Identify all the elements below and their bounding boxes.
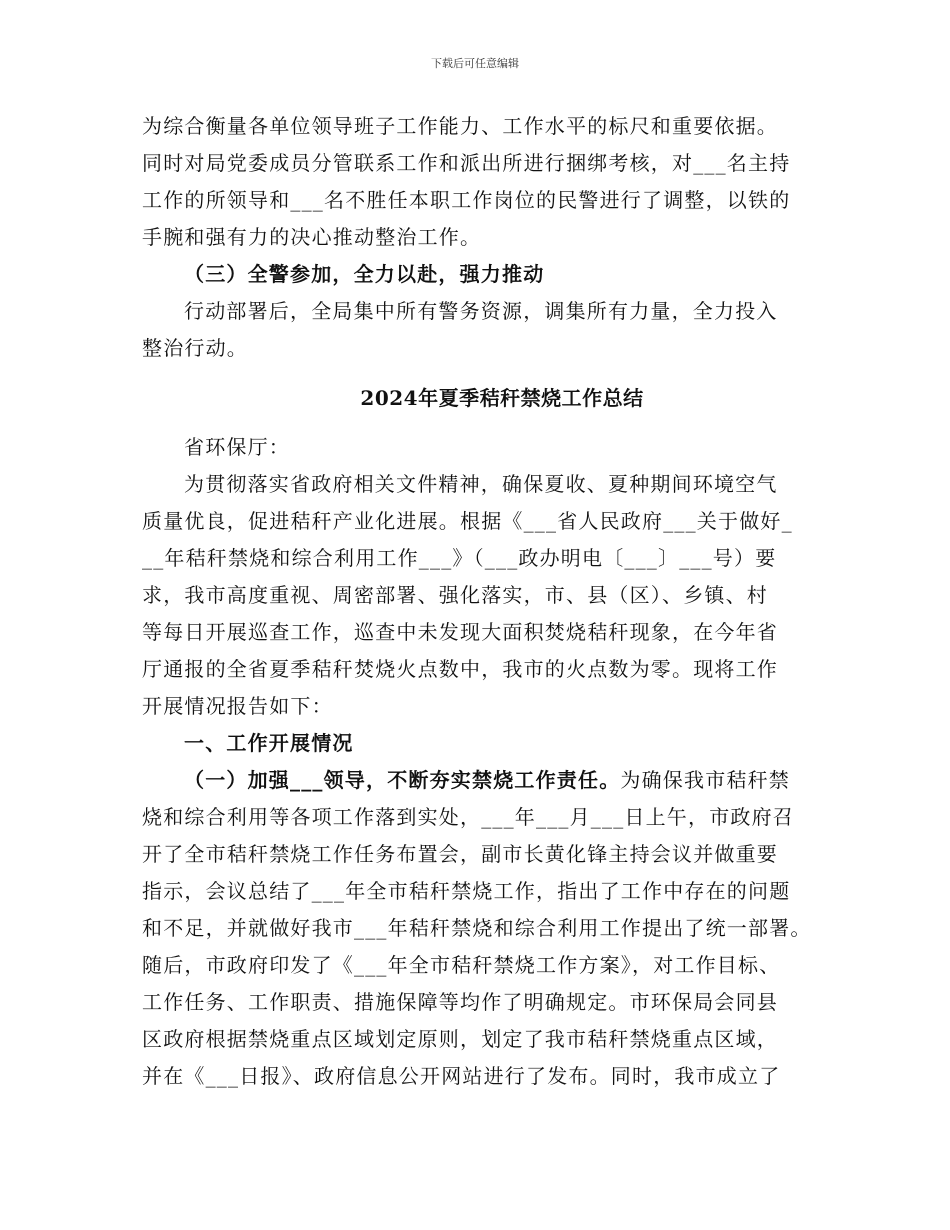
paragraph-line: 求，我市高度重视、周密部署、强化落实，市、县（区）、乡镇、村 (142, 583, 768, 607)
header-note: 下载后可任意编辑 (431, 57, 519, 70)
paragraph-line: 行动部署后，全局集中所有警务资源，调集所有力量，全力投入 (184, 299, 778, 323)
paragraph-line: 工作任务、工作职责、措施保障等均作了明确规定。市环保局会同县 (142, 990, 778, 1014)
subheading-three: （三）全警参加，全力以赴，强力推动 (184, 262, 545, 286)
paragraph-line: 厅通报的全省夏季秸秆焚烧火点数中，我市的火点数为零。现将工作 (142, 657, 778, 681)
paragraph-line: 质量优良，促进秸秆产业化进展。根据《___省人民政府___关于做好_ (142, 509, 793, 533)
section-heading: 一、工作开展情况 (184, 731, 354, 755)
subsection-heading: （一）加强___领导，不断夯实禁烧工作责任。 (184, 768, 621, 792)
paragraph-line: 区政府根据禁烧重点区域划定原则，划定了我市秸秆禁烧重点区域， (142, 1027, 778, 1051)
salutation: 省环保厅： (184, 435, 290, 459)
subsection-text: 为确保我市秸秆禁 (620, 768, 791, 792)
paragraph-line: 指示，会议总结了___年全市秸秆禁烧工作，指出了工作中存在的问题 (142, 879, 791, 903)
paragraph-line: __年秸秆禁烧和综合利用工作___》（___政办明电〔___〕___号）要 (142, 546, 777, 570)
paragraph-line: 随后，市政府印发了《___年全市秸秆禁烧工作方案》，对工作目标、 (142, 953, 781, 977)
paragraph-line: 开展情况报告如下： (142, 694, 333, 718)
paragraph-line: 整治行动。 (142, 336, 248, 360)
paragraph-line: 等每日开展巡查工作，巡查中未发现大面积焚烧秸秆现象，在今年省 (142, 620, 778, 644)
paragraph-line: 为综合衡量各单位领导班子工作能力、工作水平的标尺和重要依据。 (142, 114, 778, 138)
paragraph-line: 同时对局党委成员分管联系工作和派出所进行捆绑考核，对___名主持 (142, 151, 791, 175)
paragraph-line: 工作的所领导和___名不胜任本职工作岗位的民警进行了调整，以铁的 (142, 188, 791, 212)
document-title: 2024年夏季秸秆禁烧工作总结 (360, 386, 644, 410)
paragraph-line: 并在《___日报》、政府信息公开网站进行了发布。同时，我市成立了 (142, 1064, 781, 1088)
paragraph-line: 手腕和强有力的决心推动整治工作。 (142, 225, 482, 249)
paragraph-line: 烧和综合利用等各项工作落到实处，___年___月___日上午，市政府召 (142, 805, 794, 829)
paragraph-line: 为贯彻落实省政府相关文件精神，确保夏收、夏种期间环境空气 (184, 472, 778, 496)
paragraph-line: 和不足，并就做好我市___年秸秆禁烧和综合利用工作提出了统一部署。 (142, 916, 812, 940)
paragraph-line: 开了全市秸秆禁烧工作任务布置会，副市长黄化锋主持会议并做重要 (142, 842, 778, 866)
subsection-line (142, 762, 822, 799)
document-body (142, 108, 822, 1095)
